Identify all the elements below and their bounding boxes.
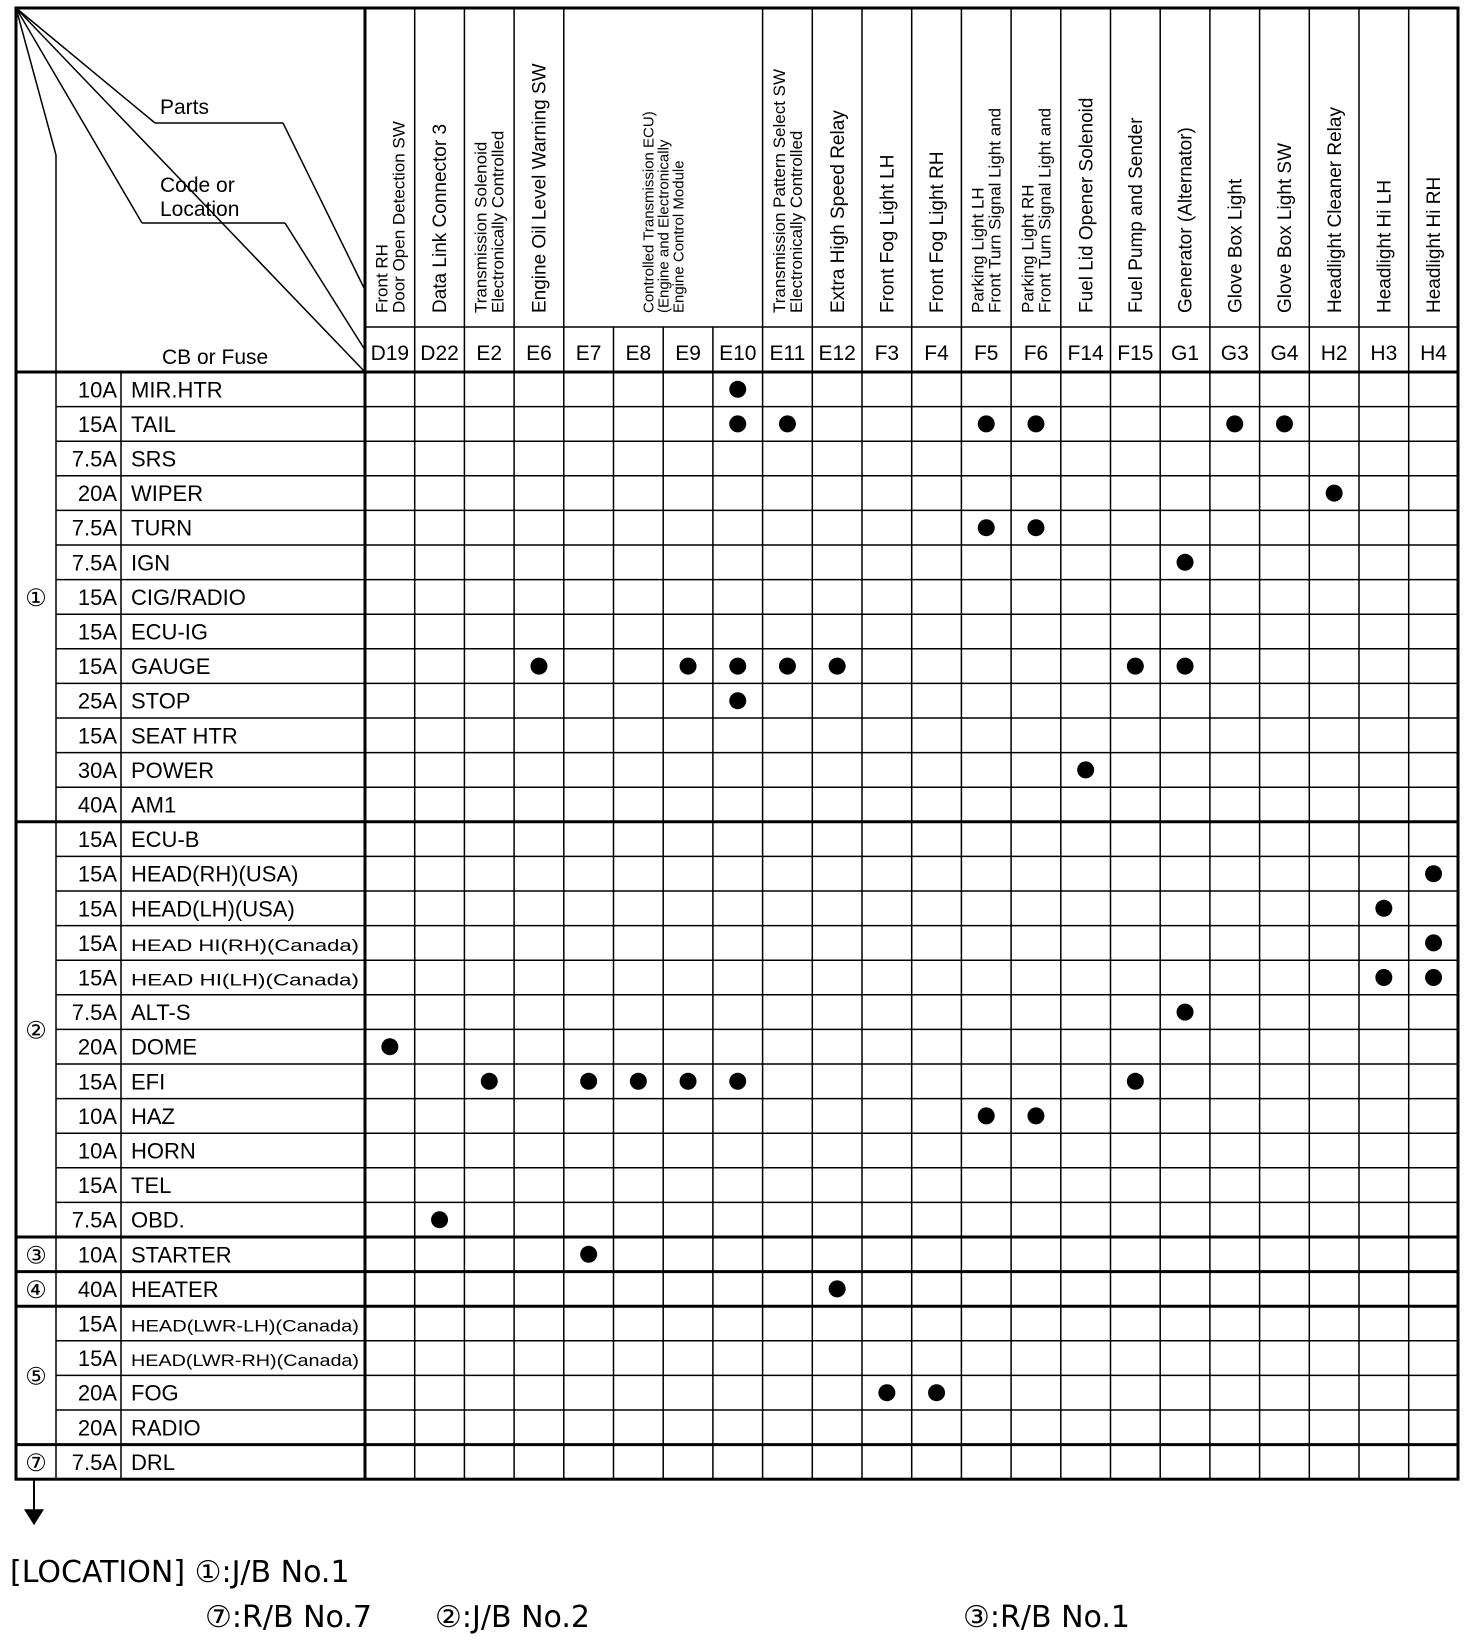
fuse-amperage: 7.5A: [71, 446, 117, 472]
part-code: G4: [1270, 342, 1299, 365]
part-name: Parking Light RH: [1018, 184, 1038, 313]
header-diagonal: [16, 8, 142, 223]
fuse-amperage: 7.5A: [71, 1000, 117, 1026]
fuse-name: STARTER: [131, 1242, 232, 1268]
part-code: F15: [1117, 342, 1154, 365]
fuse-amperage: 15A: [77, 411, 117, 437]
fuse-name: AM1: [131, 792, 177, 818]
fuse-name: ALT-S: [131, 1000, 191, 1026]
fuse-amperage: 7.5A: [71, 550, 117, 576]
connection-dot: [1177, 658, 1194, 675]
part-code: E7: [575, 342, 602, 365]
fuse-amperage: 7.5A: [71, 1207, 117, 1233]
part-name: Data Link Connector 3: [430, 123, 452, 313]
connection-dot: [630, 1073, 647, 1090]
part-name: Fuel Pump and Sender: [1126, 117, 1147, 313]
fuse-name: TAIL: [131, 411, 176, 437]
fuse-name: HEAD(LWR-LH)(Canada): [131, 1316, 359, 1336]
connection-dot: [680, 658, 697, 675]
part-code: F5: [973, 342, 999, 365]
connection-dot: [431, 1211, 448, 1228]
part-name: Engine Control Module: [670, 160, 688, 313]
part-name: Headlight Cleaner Relay: [1324, 107, 1346, 313]
fuse-amperage: 15A: [77, 1173, 117, 1199]
connection-dot: [729, 381, 746, 398]
fuse-amperage: 10A: [77, 1138, 117, 1164]
location-legend-title: [LOCATION] ①:J/B No.1: [10, 1555, 350, 1590]
code-location-label: Code or: [160, 174, 235, 197]
connection-dot: [729, 1073, 746, 1090]
location-legend-rb7: ⑦:R/B No.7: [205, 1600, 372, 1635]
connection-dot: [779, 658, 796, 675]
fuse-amperage: 15A: [77, 723, 117, 749]
connection-dot: [978, 519, 995, 536]
fuse-amperage: 15A: [77, 896, 117, 922]
connection-dot: [1375, 969, 1392, 986]
part-code: D22: [420, 342, 459, 365]
fuse-name: HEAD(RH)(USA): [131, 861, 299, 887]
connection-dot: [729, 658, 746, 675]
part-code: E9: [675, 342, 701, 365]
part-code: D19: [370, 342, 410, 365]
connection-dot: [1425, 865, 1442, 882]
part-name: Controlled Transmission ECU): [640, 111, 658, 313]
fuse-amperage: 15A: [77, 619, 117, 645]
part-name: Door Open Detection SW: [389, 121, 409, 313]
connection-dot: [1077, 761, 1094, 778]
fuse-amperage: 20A: [77, 1380, 117, 1406]
fuse-name: HORN: [131, 1138, 196, 1164]
fuse-name: DOME: [131, 1034, 197, 1060]
location-marker: ⑤: [25, 1363, 47, 1391]
connection-dot: [1027, 415, 1044, 432]
fuse-name: IGN: [131, 550, 171, 576]
header-diagonal: [283, 123, 365, 290]
connection-dot: [978, 415, 995, 432]
header-diagonal: [16, 8, 155, 123]
part-code: E11: [769, 342, 806, 365]
fuse-name: SRS: [131, 446, 177, 472]
part-code: E2: [476, 342, 503, 365]
part-name: Front Turn Signal Light and: [985, 107, 1005, 313]
location-marker: ②: [25, 1017, 47, 1045]
location-legend-rb1: ③:R/B No.1: [963, 1600, 1130, 1635]
part-name: (Engine and Electronically: [655, 139, 673, 313]
part-name: Engine Oil Level Warning SW: [529, 63, 551, 313]
fuse-name: POWER: [131, 757, 215, 783]
fuse-name: TEL: [131, 1173, 172, 1199]
part-code: E10: [719, 342, 757, 365]
fuse-amperage: 10A: [77, 1242, 117, 1268]
part-code: F4: [924, 342, 949, 365]
location-legend-jb2: ②:J/B No.2: [435, 1600, 590, 1635]
part-code: E6: [526, 342, 552, 365]
connection-dot: [878, 1384, 895, 1401]
part-code: H2: [1320, 342, 1348, 365]
location-marker: ④: [25, 1276, 47, 1304]
part-name: Front Turn Signal Light and: [1035, 107, 1055, 313]
fuse-amperage: 10A: [77, 377, 117, 403]
fuse-amperage: 15A: [77, 654, 117, 680]
fuse-amperage: 7.5A: [71, 515, 117, 541]
fuse-amperage: 30A: [77, 757, 117, 783]
fuse-amperage: 20A: [77, 1034, 117, 1060]
connection-dot: [1425, 969, 1442, 986]
connection-dot: [530, 658, 547, 675]
fuse-amperage: 15A: [77, 1346, 117, 1372]
fuse-name: EFI: [131, 1069, 166, 1095]
header-diagonal: [16, 8, 56, 155]
location-marker: ①: [25, 584, 47, 612]
part-code: E8: [625, 342, 652, 365]
fuse-name: RADIO: [131, 1415, 201, 1441]
connection-dot: [829, 658, 846, 675]
connection-dot: [1276, 415, 1293, 432]
fuse-amperage: 25A: [77, 688, 117, 714]
connection-dot: [779, 415, 796, 432]
fuse-amperage: 15A: [77, 861, 117, 887]
part-name: Front Fog Light RH: [927, 151, 949, 313]
fuse-amperage: 7.5A: [71, 1449, 117, 1475]
part-name: Generator (Alternator): [1175, 127, 1197, 313]
connection-dot: [1027, 1107, 1044, 1124]
connection-dot: [1425, 934, 1442, 951]
part-name: Front RH: [372, 244, 392, 313]
fuse-name: WIPER: [131, 481, 204, 507]
code-location-label: Location: [160, 198, 240, 221]
connection-dot: [978, 1107, 995, 1124]
part-name: Fuel Lid Opener Solenoid: [1076, 97, 1098, 313]
fuse-name: HEAD(LH)(USA): [131, 896, 295, 922]
fuse-name: OBD.: [131, 1207, 185, 1233]
connection-dot: [928, 1384, 945, 1401]
connection-dot: [580, 1246, 597, 1263]
fuse-amperage: 15A: [77, 827, 117, 853]
part-name: Transmission Pattern Select SW: [769, 68, 789, 313]
fuse-name: SEAT HTR: [131, 723, 238, 749]
part-name: Glove Box Light SW: [1275, 142, 1297, 313]
fuse-amperage: 40A: [77, 792, 117, 818]
part-code: F14: [1067, 342, 1104, 365]
connection-dot: [729, 415, 746, 432]
connection-dot: [580, 1073, 597, 1090]
part-code: F6: [1023, 342, 1049, 365]
connection-dot: [1226, 415, 1243, 432]
connection-dot: [1127, 658, 1144, 675]
part-code: E12: [818, 342, 856, 365]
fuse-amperage: 15A: [77, 965, 117, 991]
part-code: H3: [1370, 342, 1398, 365]
fuse-amperage: 20A: [77, 1415, 117, 1441]
part-name: Electronically Controlled: [786, 130, 806, 313]
part-name: Transmission Solenoid: [471, 141, 491, 313]
connection-dot: [729, 692, 746, 709]
fuse-amperage: 15A: [77, 1069, 117, 1095]
part-name: Glove Box Light: [1225, 178, 1247, 313]
connection-dot: [1177, 1004, 1194, 1021]
fuse-name: DRL: [131, 1449, 176, 1475]
fuse-amperage: 15A: [77, 584, 117, 610]
fuse-name: GAUGE: [131, 654, 211, 680]
part-code: G1: [1171, 342, 1200, 365]
fuse-amperage: 15A: [77, 1311, 117, 1337]
part-name: Front Fog Light LH: [877, 154, 899, 313]
part-name: Extra High Speed Relay: [827, 110, 849, 313]
fuse-amperage: 15A: [77, 930, 117, 956]
fuse-name: TURN: [131, 515, 193, 541]
part-name: Headlight Hi RH: [1424, 176, 1446, 313]
fuse-name: CIG/RADIO: [131, 584, 246, 610]
connection-dot: [1127, 1073, 1144, 1090]
part-name: Parking Light LH: [968, 187, 988, 313]
parts-label: Parts: [160, 96, 210, 119]
connection-dot: [1177, 554, 1194, 571]
fuse-amperage: 20A: [77, 481, 117, 507]
part-code: F3: [874, 342, 900, 365]
part-name: Headlight Hi LH: [1374, 179, 1396, 313]
down-arrow-icon: [24, 1509, 44, 1525]
location-marker: ③: [25, 1242, 47, 1270]
fuse-name: HEAD HI(LH)(Canada): [131, 970, 359, 990]
fuse-name: HEAD HI(RH)(Canada): [131, 935, 359, 955]
connection-dot: [1326, 485, 1343, 502]
fuse-name: HEATER: [131, 1276, 219, 1302]
connection-dot: [1027, 519, 1044, 536]
fuse-amperage: 10A: [77, 1103, 117, 1129]
connection-dot: [680, 1073, 697, 1090]
fuse-name: STOP: [131, 688, 191, 714]
fuse-name: FOG: [131, 1380, 179, 1406]
fuse-name: ECU-B: [131, 827, 200, 853]
location-marker: ⑦: [25, 1449, 47, 1477]
part-code: H4: [1420, 342, 1447, 365]
connection-dot: [829, 1280, 846, 1297]
fuse-name: HAZ: [131, 1103, 175, 1129]
cb-fuse-label: CB or Fuse: [162, 346, 269, 369]
fuse-amperage: 40A: [77, 1276, 117, 1302]
fuse-name: ECU-IG: [131, 619, 208, 645]
fuse-name: HEAD(LWR-RH)(Canada): [131, 1351, 359, 1371]
connection-dot: [1375, 900, 1392, 917]
connection-dot: [481, 1073, 498, 1090]
part-name: Electronically Controlled: [488, 130, 508, 313]
connection-dot: [381, 1038, 398, 1055]
fuse-name: MIR.HTR: [131, 377, 223, 403]
part-code: G3: [1220, 342, 1249, 365]
